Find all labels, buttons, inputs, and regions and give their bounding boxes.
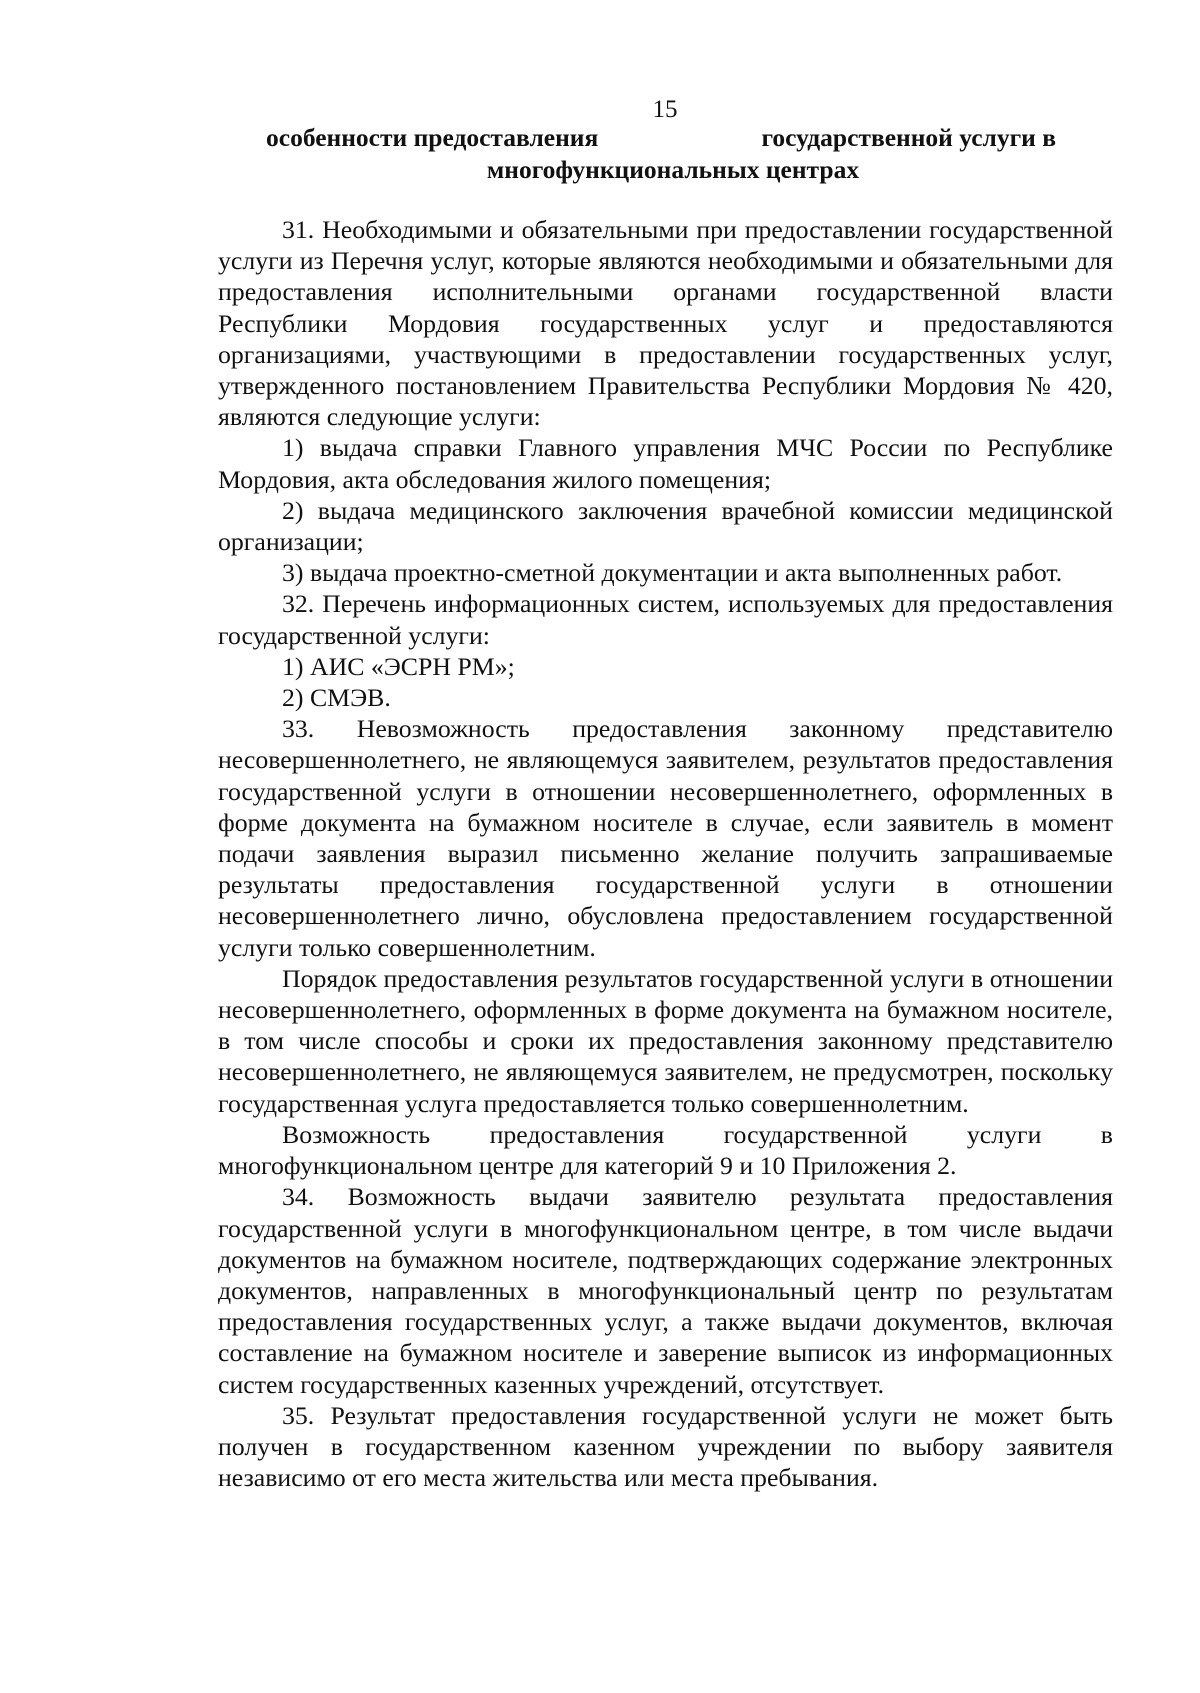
paragraph-32-item-1: 1) АИС «ЭСРН РМ»;: [282, 651, 515, 681]
heading-line-2: многофункциональных центрах: [486, 155, 860, 184]
heading-line-1: [266, 122, 1056, 154]
paragraph-31-item-2: 2) выдача медицинского заключения врачебной комиссии медицинской организации;: [218, 495, 1113, 557]
paragraph-31-item-1: 1) выдача справки Главного управления МЧС России по Республике Мордовия, акта обследования жилого помещения;: [218, 433, 1113, 494]
paragraph-32: 32. Перечень информационных систем, используемых для предоставления государственной услуги:: [218, 589, 1113, 650]
page-number: 15: [652, 96, 678, 123]
heading-line-1-right: государственной услуги в: [761, 123, 1056, 152]
body-text: [218, 214, 1113, 1493]
paragraph-31: 31. Необходимыми и обязательными при предоставлении государственной услуги из Перечня услуг, которые являются необходимыми и обязательными для предоставления исполнительными органами государственной власти Республики Мордовия государственных услуг и предоставляются организациями, участвующими в предоставлении государственных услуг, утвержденного постановлением Правительства Республики Мордовия № 420, являются следующие услуги:: [218, 215, 1113, 432]
heading-line-1-left: особенности предоставления: [266, 123, 599, 152]
paragraph-31-item-3: 3) выдача проектно-сметной документации и акта выполненных работ.: [282, 558, 1063, 588]
paragraph-35: 35. Результат предоставления государственной услуги не может быть получен в государственном казенном учреждении по выбору заявителя независимо от его места жительства или места пребывания.: [218, 1400, 1113, 1493]
paragraph-34: 34. Возможность выдачи заявителю результата предоставления государственной услуги в многофункциональном центре, в том числе выдачи документов на бумажном носителе, подтверждающих содержание электронных документов, направленных в многофункциональный центр по результатам предоставления государственных услуг, а также выдачи документов, включая составление на бумажном носителе и заверение выписок из информационных систем государственных казенных учреждений, отсутствует.: [218, 1182, 1113, 1399]
paragraph-32-item-2: 2) СМЭВ.: [282, 683, 391, 713]
paragraph-33-order: Порядок предоставления результатов государственной услуги в отношении несовершеннолетнего, оформленных в форме документа на бумажном носителе, в том числе способы и сроки их предоставления законному представителю несовершеннолетнего, не являющемуся заявителем, не предусмотрен, поскольку государственная услуга предоставляется только совершеннолетним.: [218, 963, 1113, 1118]
paragraph-33-possibility: Возможность предоставления государственной услуги в многофункциональном центре для категорий 9 и 10 Приложения 2.: [218, 1119, 1113, 1181]
section-heading: [218, 122, 1118, 186]
paragraph-33: 33. Невозможность предоставления законному представителю несовершеннолетнего, не являющемуся заявителем, результатов предоставления государственной услуги в отношении несовершеннолетнего, оформленных в форме документа на бумажном носителе в случае, если заявитель в момент подачи заявления выразил письменно желание получить запрашиваемые результаты предоставления государственной услуги в отношении несовершеннолетнего лично, обусловлена предоставлением государственной услуги только совершеннолетним.: [218, 714, 1113, 962]
